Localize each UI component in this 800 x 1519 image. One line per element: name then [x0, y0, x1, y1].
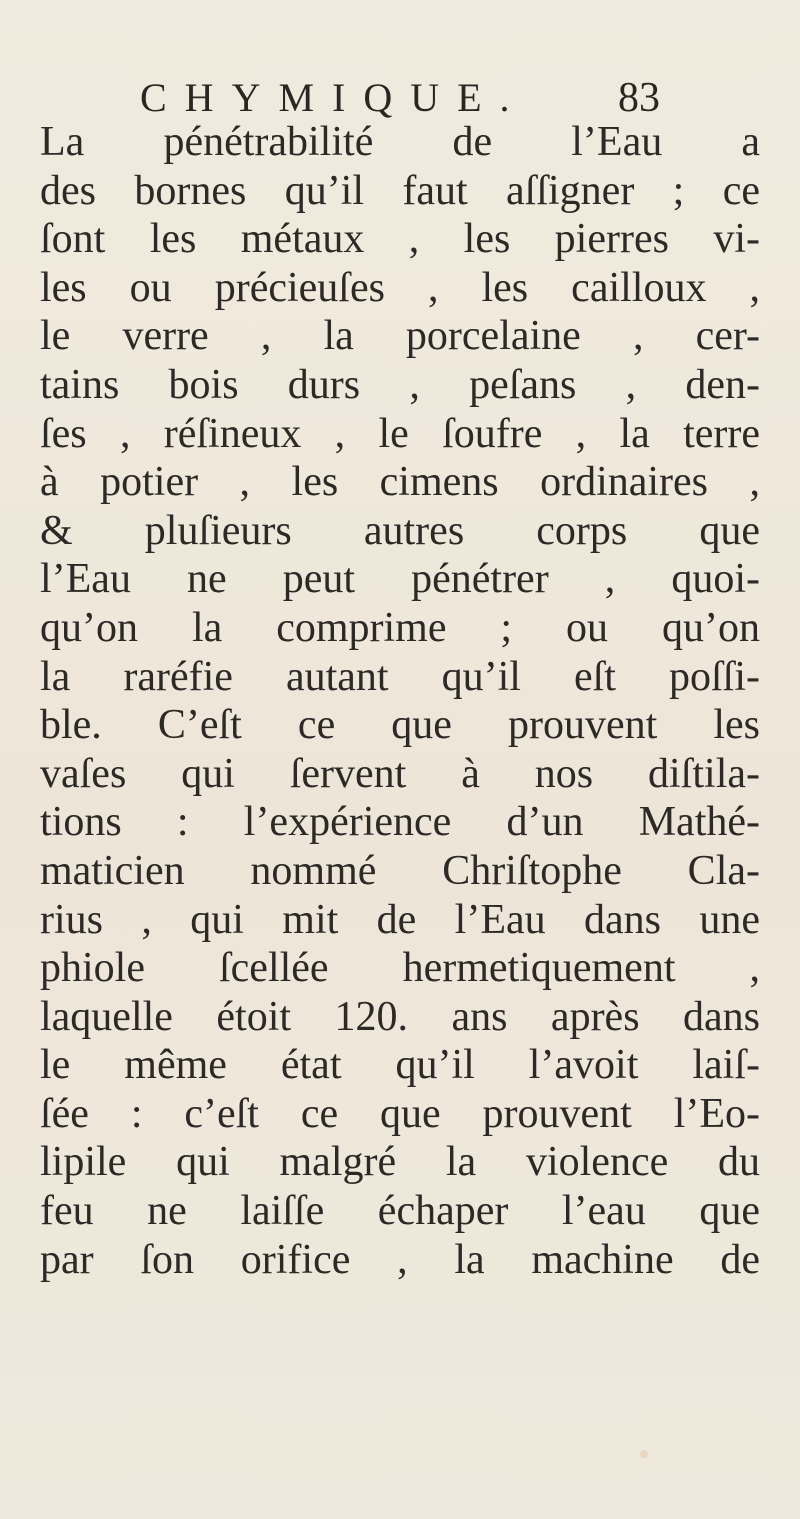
text-line: vaſes qui ſervent à nos diſtila- [40, 750, 760, 797]
text-line: La pénétrabilité de l’Eau a [40, 119, 760, 165]
body-text [40, 118, 760, 1284]
text-line: qu’on la comprime ; ou qu’on [40, 604, 760, 651]
text-line: & pluſieurs autres corps que [40, 507, 760, 554]
paper-stain [640, 1450, 648, 1458]
text-line: les ou précieuſes , les cailloux , [40, 264, 760, 311]
text-line: par ſon orifice , la machine de [40, 1236, 760, 1283]
text-line: des bornes qu’il faut aſſigner ; ce [40, 167, 760, 214]
text-line: lipile qui malgré la violence du [40, 1139, 760, 1186]
text-line: l’Eau ne peut pénétrer , quoi- [40, 556, 760, 603]
running-title: CHYMIQUE. [140, 75, 528, 120]
text-line: la raréfie autant qu’il eſt poſſi- [40, 653, 760, 700]
text-line: maticien nommé Chriſtophe Cla- [40, 847, 760, 894]
text-line: tions : l’expérience d’un Mathé- [40, 799, 760, 846]
text-line: phiole ſcellée hermetiquement , [40, 945, 760, 992]
text-line: feu ne laiſſe échaper l’eau que [40, 1188, 760, 1235]
text-line: rius , qui mit de l’Eau dans une [40, 896, 760, 943]
text-line: le même état qu’il l’avoit laiſ- [40, 1042, 760, 1089]
page-number: 83 [618, 75, 660, 121]
text-line: le verre , la porcelaine , cer- [40, 313, 760, 360]
text-line: tains bois durs , peſans , den- [40, 361, 760, 408]
running-head [140, 74, 660, 124]
text-line: ſes , réſineux , le ſoufre , la terre [40, 410, 760, 457]
text-line: ble. C’eſt ce que prouvent les [40, 702, 760, 749]
text-line: à potier , les cimens ordinaires , [40, 459, 760, 506]
text-line: ſont les métaux , les pierres vi- [40, 216, 760, 263]
text-line: laquelle étoit 120. ans après dans [40, 993, 760, 1040]
text-line: ſée : c’eſt ce que prouvent l’Eo- [40, 1090, 760, 1137]
